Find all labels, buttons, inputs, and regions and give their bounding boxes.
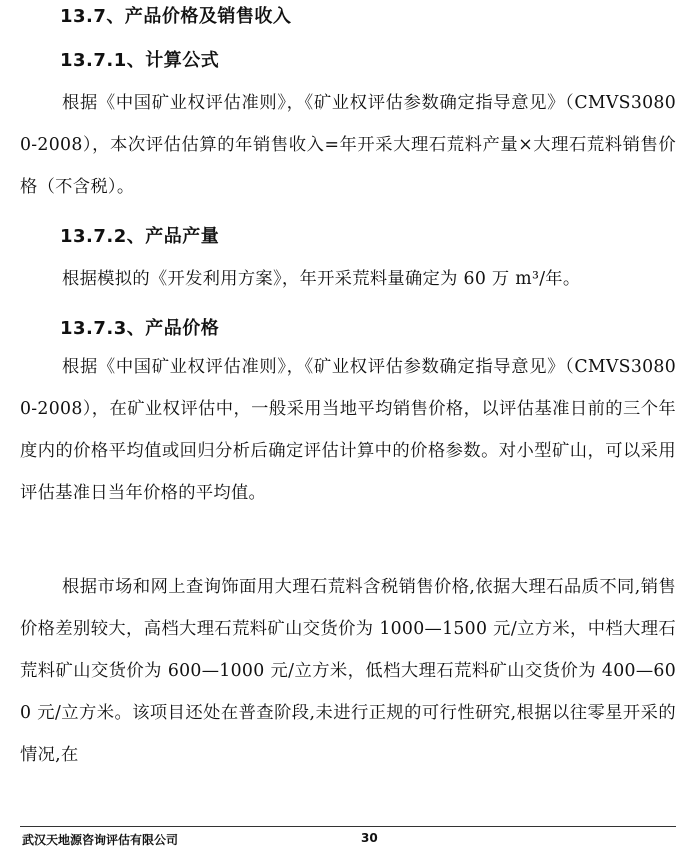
section-heading-13-7: 13.7、产品价格及销售收入	[60, 6, 292, 27]
footer-divider	[20, 826, 676, 827]
paragraph-formula: 根据《中国矿业权评估准则》，《矿业权评估参数确定指导意见》（CMVS30800-2008），本次评估估算的年销售收入=年开采大理石荒料产量×大理石荒料销售价格（不含税）。	[20, 93, 676, 197]
section-heading-13-7-2: 13.7.2、产品产量	[60, 226, 220, 247]
paragraph-price-guideline: 根据《中国矿业权评估准则》，《矿业权评估参数确定指导意见》（CMVS30800-2008），在矿业权评估中，一般采用当地平均销售价格，以评估基准日前的三个年度内的价格平均值或回归分析后确定评估计算中的价格参数。对小型矿山，可以采用评估基准日当年价格的平均值。	[20, 357, 676, 503]
paragraph-market-price: 根据市场和网上查询饰面用大理石荒料含税销售价格,依据大理石品质不同,销售价格差别较大，高档大理石荒料矿山交货价为 1000—1500 元/立方米，中档大理石荒料矿山交货价为 600—1000 元/立方米，低档大理石荒料矿山交货价为 400—600 元/立方米。该项目还处在普查阶段,未进行正规的可行性研究,根据以往零星开采的情况,在	[20, 577, 676, 765]
section-heading-13-7-1: 13.7.1、计算公式	[60, 50, 220, 71]
footer-page-number: 30	[361, 831, 378, 845]
section-heading-13-7-3: 13.7.3、产品价格	[60, 318, 220, 339]
footer-company-name: 武汉天地源咨询评估有限公司	[22, 833, 179, 847]
paragraph-output: 根据模拟的《开发利用方案》，年开采荒料量确定为 60 万 m³/年。	[62, 269, 581, 289]
